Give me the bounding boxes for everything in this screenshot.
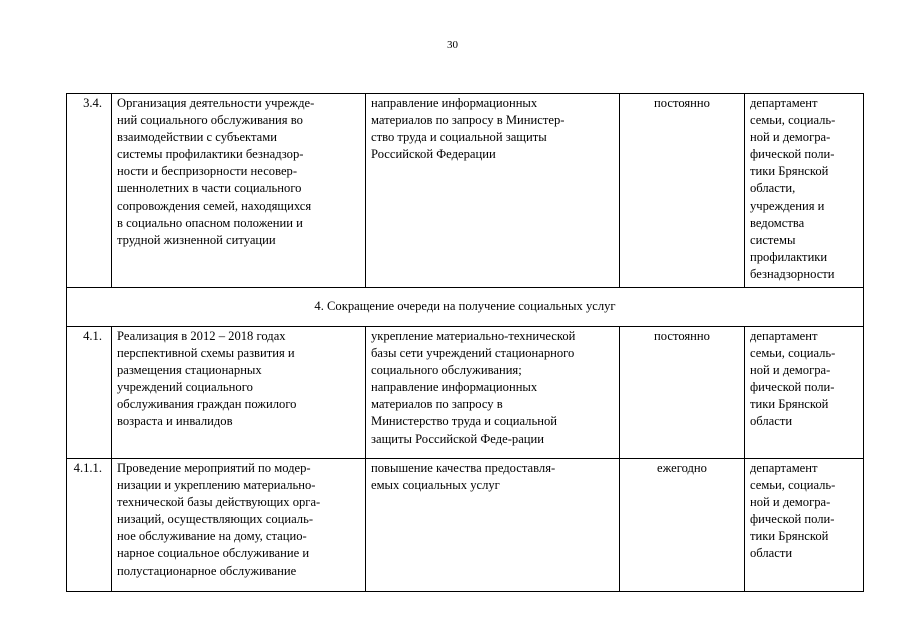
executor-text: департамент семьи, социаль- ной и демогра- фической поли- тики Брянской области: [750, 329, 836, 429]
executor-text: департамент семьи, социаль- ной и демогра- фической поли- тики Брянской области, учреждения и ведомства системы профилактики безнадзорности: [750, 96, 836, 281]
activity-cell: [112, 327, 366, 459]
period-cell: постоянно: [620, 94, 745, 288]
activity-text: Проведение мероприятий по модер- низации и укреплению материально- технической базы действующих орга- низаций, осуществляющих социаль- ное обслуживание на дому, стацио- нарное социальное обслуживание и полустационарное обслуживание: [117, 461, 321, 578]
mechanism-cell: [366, 94, 620, 288]
executor-text: департамент семьи, социаль- ной и демогра- фической поли- тики Брянской области: [750, 461, 836, 561]
row-number-cell: 4.1.: [67, 327, 112, 459]
executor-cell: [745, 94, 864, 288]
activity-text: Реализация в 2012 – 2018 годах перспективной схемы развития и размещения стационарных учреждений социального обслуживания граждан пожилого возраста и инвалидов: [117, 329, 297, 429]
activity-cell: [112, 94, 366, 288]
table-row-4-1-1: [67, 459, 864, 592]
executor-cell: [745, 459, 864, 592]
period-cell: постоянно: [620, 327, 745, 459]
row-number-cell: 4.1.1.: [67, 459, 112, 592]
activity-text: Организация деятельности учрежде- ний социального обслуживания во взаимодействии с субъектами системы профилактики безнадзор- ности и беспризорности несовер- шеннолетних в части социального сопровождения семей, находящихся в социально опасном положении и трудной жизненной ситуации: [117, 96, 315, 247]
section-header-row: [67, 288, 864, 327]
section-title: 4. Сокращение очереди на получение социальных услуг: [67, 288, 864, 327]
executor-cell: [745, 327, 864, 459]
table-row-4-1: [67, 327, 864, 459]
measures-table: [66, 93, 864, 592]
row-number-cell: 3.4.: [67, 94, 112, 288]
mechanism-cell: [366, 459, 620, 592]
activity-cell: [112, 459, 366, 592]
page-number: 30: [447, 39, 458, 51]
mechanism-cell: [366, 327, 620, 459]
mechanism-text: укрепление материально-технической базы сети учреждений стационарного социального обслуживания; направление информационных материалов по запросу в Министерство труда и социальной защиты Российской Феде-рации: [371, 329, 576, 446]
mechanism-text: направление информационных материалов по запросу в Министер- ство труда и социальной защиты Российской Федерации: [371, 96, 565, 162]
table-row-3-4: [67, 94, 864, 288]
period-cell: ежегодно: [620, 459, 745, 592]
mechanism-text: повышение качества предоставля- емых социальных услуг: [371, 461, 556, 493]
